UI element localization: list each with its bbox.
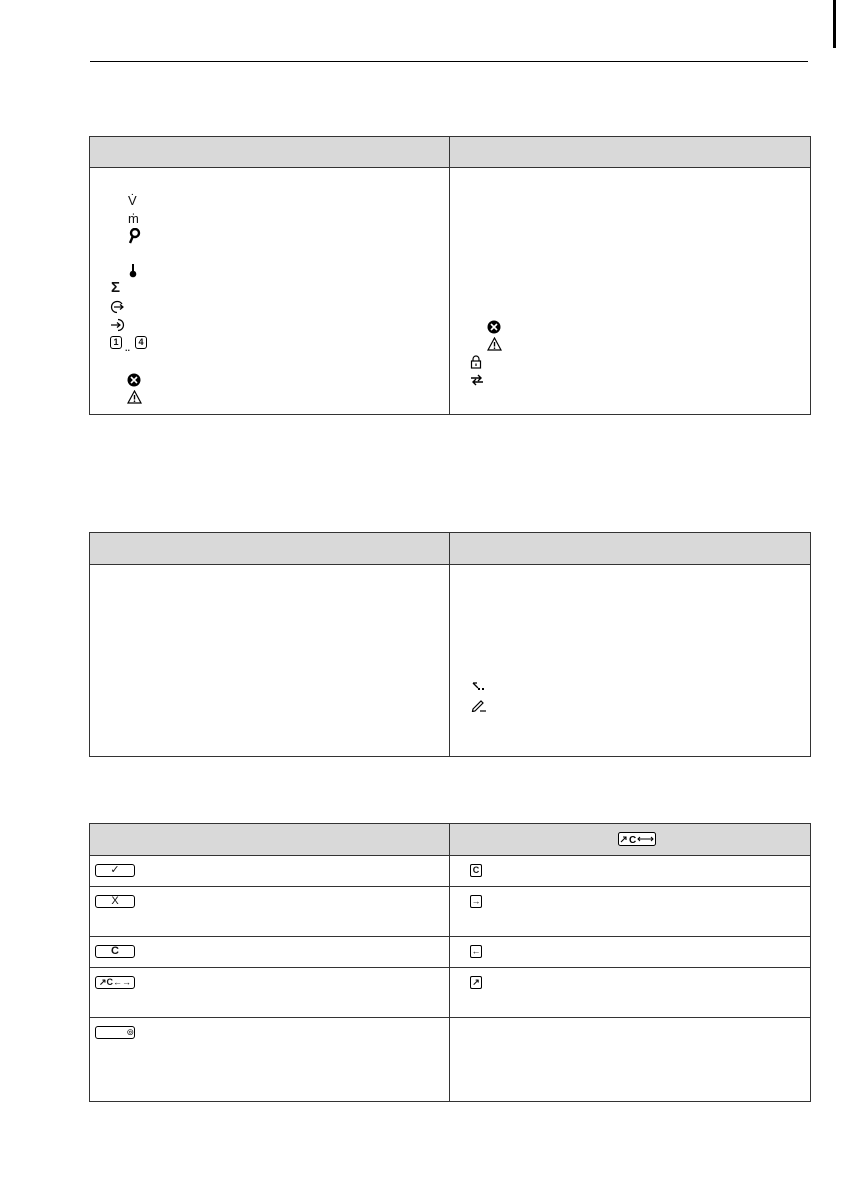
table2-header-left — [90, 533, 450, 565]
escape-key[interactable]: ↗C←→ — [95, 976, 135, 989]
communication-icon — [470, 374, 484, 386]
table-row — [90, 856, 811, 887]
clear-key[interactable]: C — [470, 864, 482, 877]
display-symbols-table — [89, 136, 811, 415]
cursor-right-key[interactable]: → — [471, 896, 481, 906]
minus-key[interactable]: X — [95, 895, 135, 908]
warning-status-icon — [127, 390, 142, 404]
menu-icon — [472, 682, 486, 692]
density-icon — [127, 228, 141, 244]
table-row — [90, 968, 811, 1018]
output-icon — [110, 300, 126, 314]
operating-keys-table — [89, 823, 811, 1102]
table1-header-left — [90, 137, 450, 168]
header-rule — [90, 61, 808, 62]
table1-left-cell: V̇ ṁ Σ 1 .. 4 — [90, 168, 450, 415]
error-status-icon — [487, 320, 501, 334]
error-status-icon — [127, 373, 141, 387]
plus-key[interactable]: C — [95, 945, 135, 958]
enter-key[interactable]: ✓ — [95, 864, 135, 877]
table3-header-right — [450, 824, 811, 856]
lock-icon — [470, 355, 482, 369]
table-row — [90, 937, 811, 968]
table2-right-cell — [450, 565, 811, 757]
table-row — [90, 887, 811, 937]
editing-symbols-table — [89, 532, 811, 757]
svg-text:C: C — [629, 835, 637, 846]
volume-flow-icon: V̇ — [128, 193, 137, 208]
warning-status-icon — [487, 337, 502, 351]
table1-right-cell — [450, 168, 811, 415]
escape-small-key[interactable]: ↗ — [470, 976, 482, 989]
edit-mode-icon — [471, 698, 487, 712]
temperature-icon — [129, 264, 137, 278]
table3-header-left — [90, 824, 450, 856]
table-row — [90, 1018, 811, 1102]
top-margin-bar — [833, 0, 836, 48]
mass-flow-icon: ṁ — [128, 211, 139, 226]
table2-header-right — [450, 533, 811, 565]
touch-control-key[interactable]: ⊚ — [95, 1026, 135, 1039]
cursor-left-key[interactable]: ← — [471, 946, 481, 956]
table2-left-cell — [90, 565, 450, 757]
totalizer-icon: Σ — [111, 279, 121, 296]
escape-key-combination-icon — [618, 832, 656, 846]
input-icon — [110, 318, 126, 332]
table1-header-right — [450, 137, 811, 168]
